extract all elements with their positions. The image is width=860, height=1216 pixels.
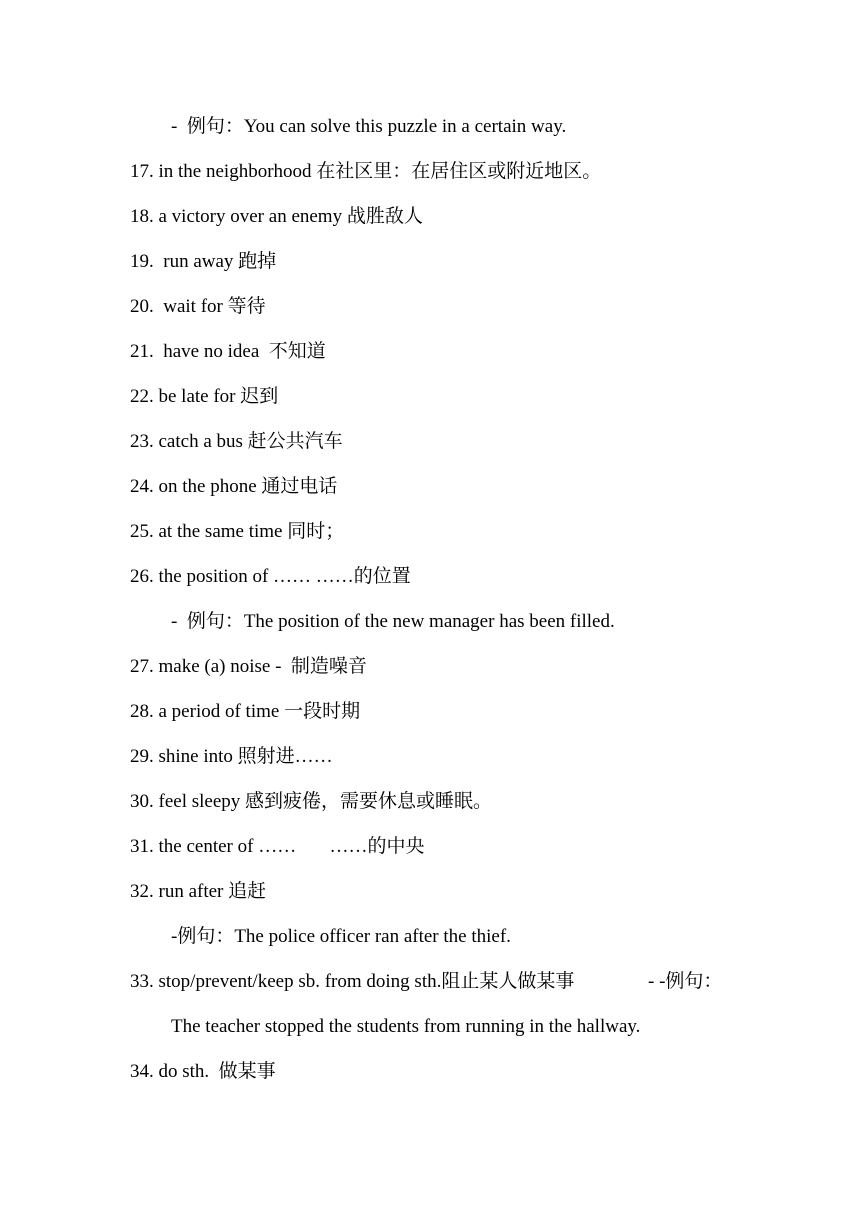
phrase-item-20: 20. wait for 等待	[130, 296, 266, 317]
phrase-item-25: 25. at the same time 同时；	[130, 521, 345, 542]
phrase-item-27: 27. make (a) noise - 制造噪音	[130, 656, 367, 677]
phrase-item-32: 32. run after 追赶	[130, 881, 267, 902]
phrase-item-23: 23. catch a bus 赶公共汽车	[130, 431, 343, 452]
example-sentence-16: - 例句：You can solve this puzzle in a certain way.	[171, 116, 567, 137]
phrase-item-22: 22. be late for 迟到	[130, 386, 279, 407]
phrase-item-34: 34. do sth. 做某事	[130, 1061, 276, 1082]
phrase-item-18: 18. a victory over an enemy 战胜敌人	[130, 206, 423, 227]
example-sentence-26: - 例句：The position of the new manager has been filled.	[171, 611, 615, 632]
phrase-item-26: 26. the position of …… ……的位置	[130, 566, 411, 587]
phrase-item-29: 29. shine into 照射进……	[130, 746, 333, 767]
phrase-item-21: 21. have no idea 不知道	[130, 341, 326, 362]
example-label-33: - -例句：	[648, 971, 723, 992]
example-sentence-33: The teacher stopped the students from running in the hallway.	[171, 1016, 641, 1037]
phrase-item-17: 17. in the neighborhood 在社区里：在居住区或附近地区。	[130, 161, 602, 182]
phrase-item-19: 19. run away 跑掉	[130, 251, 277, 272]
phrase-item-28: 28. a period of time 一段时期	[130, 701, 361, 722]
phrase-item-31: 31. the center of …… ……的中央	[130, 836, 425, 857]
phrase-item-24: 24. on the phone 通过电话	[130, 476, 338, 497]
phrase-item-33: 33. stop/prevent/keep sb. from doing sth.阻止某人做某事	[130, 971, 575, 992]
example-sentence-32: -例句：The police officer ran after the thief.	[171, 926, 511, 947]
phrase-item-30: 30. feel sleepy 感到疲倦，需要休息或睡眠。	[130, 791, 493, 812]
